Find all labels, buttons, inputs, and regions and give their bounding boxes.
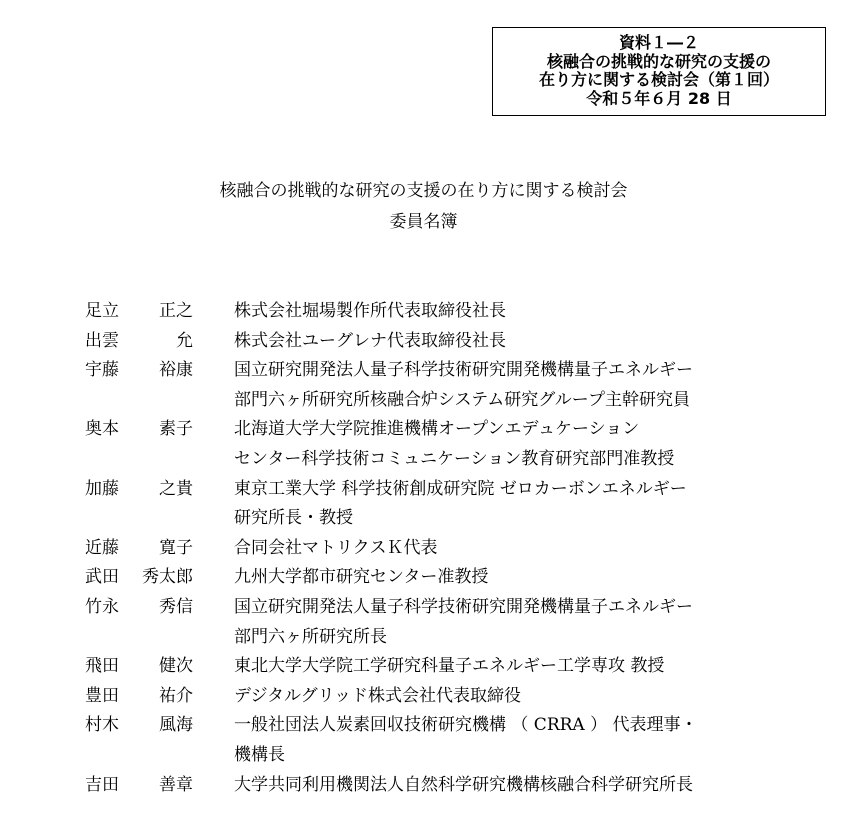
affiliation-line: 株式会社ユーグレナ代表取締役社長 <box>234 330 506 351</box>
member-name <box>85 415 193 474</box>
member-given-name: 素子 <box>159 419 193 440</box>
member-family-name: 出雲 <box>85 330 119 351</box>
member-row <box>85 534 825 564</box>
member-affiliation <box>234 682 521 712</box>
affiliation-line: 株式会社堀場製作所代表取締役社長 <box>234 301 506 321</box>
member-given-name: 寛子 <box>159 537 193 558</box>
member-affiliation <box>234 711 698 770</box>
member-row <box>85 415 825 474</box>
member-affiliation <box>234 327 506 357</box>
member-family-name: 近藤 <box>85 537 119 558</box>
member-given-name: 裕康 <box>159 360 193 381</box>
affiliation-line: 一般社団法人炭素回収技術研究機構 （ CRRA ） 代表理事・ <box>234 715 698 736</box>
member-family-name: 豊田 <box>85 685 119 706</box>
member-name <box>85 682 193 712</box>
member-affiliation <box>234 475 687 534</box>
member-given-name: 之貴 <box>159 478 193 499</box>
member-affiliation <box>234 563 488 593</box>
affiliation-line: センター科学技術コミュニケーション教育研究部門准教授 <box>234 448 675 469</box>
affiliation-line: デジタルグリッド株式会社代表取締役 <box>234 685 521 706</box>
member-row <box>85 563 825 593</box>
member-name <box>85 297 193 327</box>
member-row <box>85 475 825 534</box>
affiliation-line: 研究所長・教授 <box>234 508 353 529</box>
meeting-date: 令和５年６月 28 日 <box>586 88 732 108</box>
member-row <box>85 297 825 327</box>
affiliation-line: 東京工業大学 科学技術創成研究院 ゼロカーボンエネルギー <box>234 478 687 499</box>
member-row <box>85 652 825 682</box>
member-name <box>85 771 193 801</box>
member-family-name: 飛田 <box>85 656 119 677</box>
affiliation-line: 部門六ヶ所研究所長 <box>234 626 387 647</box>
member-given-name: 善章 <box>159 774 193 795</box>
member-family-name: 村木 <box>85 715 119 736</box>
affiliation-line: 九州大学都市研究センター准教授 <box>234 567 489 588</box>
affiliation-line: 合同会社マトリクスＫ代表 <box>234 537 438 558</box>
member-name <box>85 563 193 593</box>
member-name <box>85 534 193 564</box>
page-title: 核融合の挑戦的な研究の支援の在り方に関する検討会 <box>219 181 628 201</box>
page-subtitle: 委員名簿 <box>389 212 458 232</box>
member-given-name: 正之 <box>159 301 193 321</box>
member-affiliation <box>234 593 693 652</box>
member-name <box>85 652 193 682</box>
affiliation-line: 部門六ヶ所研究所核融合炉システム研究グループ主幹研究員 <box>234 389 690 410</box>
member-family-name: 竹永 <box>85 596 119 617</box>
member-row <box>85 327 825 357</box>
affiliation-line: 東北大学大学院工学研究科量子エネルギー工学専攻 教授 <box>234 656 665 677</box>
member-affiliation <box>234 771 693 801</box>
member-given-name: 允 <box>176 330 193 351</box>
member-row <box>85 593 825 652</box>
document-reference-box <box>492 27 826 116</box>
member-given-name: 風海 <box>159 715 193 736</box>
document-number: 資料１―２ <box>618 33 699 52</box>
member-row <box>85 771 825 801</box>
member-family-name: 武田 <box>85 567 119 588</box>
member-family-name: 奥本 <box>85 419 119 440</box>
affiliation-line: 大学共同利用機関法人自然科学研究機構核融合科学研究所長 <box>234 774 693 795</box>
member-affiliation <box>234 356 693 415</box>
member-given-name: 健次 <box>159 656 193 677</box>
member-given-name: 秀太郎 <box>142 567 193 588</box>
member-affiliation <box>234 534 438 564</box>
member-row <box>85 682 825 712</box>
member-family-name: 加藤 <box>85 478 119 499</box>
member-family-name: 吉田 <box>85 774 119 795</box>
member-name <box>85 475 193 534</box>
member-affiliation <box>234 415 674 474</box>
member-row <box>85 711 825 770</box>
member-row <box>85 356 825 415</box>
member-list <box>85 297 825 800</box>
member-name <box>85 711 193 770</box>
member-name <box>85 327 193 357</box>
member-affiliation <box>234 297 506 327</box>
affiliation-line: 国立研究開発法人量子科学技術研究開発機構量子エネルギー <box>234 360 693 381</box>
member-given-name: 秀信 <box>159 596 193 617</box>
member-name <box>85 593 193 652</box>
affiliation-line: 国立研究開発法人量子科学技術研究開発機構量子エネルギー <box>234 596 693 617</box>
affiliation-line: 北海道大学大学院推進機構オープンエデュケーション <box>234 419 640 440</box>
affiliation-line: 機構長 <box>234 744 285 765</box>
member-affiliation <box>234 652 664 682</box>
member-family-name: 足立 <box>85 301 119 321</box>
member-given-name: 祐介 <box>159 685 193 706</box>
meeting-name-line2: 在り方に関する検討会（第１回） <box>538 70 779 89</box>
meeting-name-line1: 核融合の挑戦的な研究の支援の <box>546 51 771 71</box>
member-name <box>85 356 193 415</box>
member-family-name: 宇藤 <box>85 360 119 381</box>
